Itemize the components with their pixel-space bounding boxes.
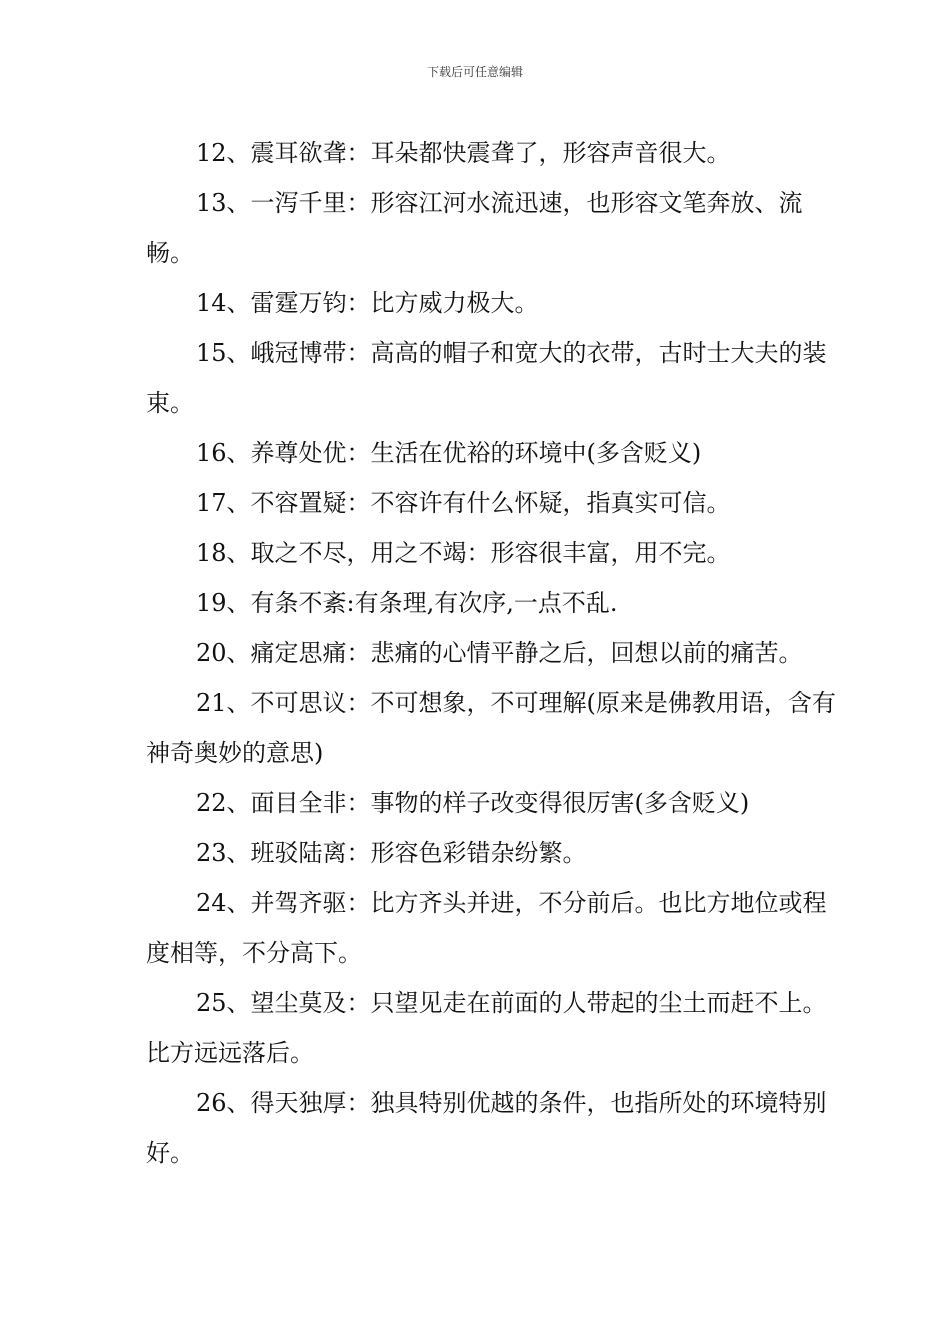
- idiom-entry: 23、班驳陆离：形容色彩错杂纷繁。: [196, 839, 587, 867]
- idiom-entry: 13、一泻千里：形容江河水流迅速，也形容文笔奔放、流畅。: [146, 189, 803, 267]
- idiom-entry: 16、养尊处优：生活在优裕的环境中(多含贬义): [196, 439, 702, 467]
- idiom-entry: 12、震耳欲聋：耳朵都快震聋了，形容声音很大。: [196, 139, 731, 167]
- idiom-entry: 24、并驾齐驱：比方齐头并进，不分前后。也比方地位或程度相等，不分高下。: [146, 889, 827, 967]
- idiom-entry: 22、面目全非：事物的样子改变得很厉害(多含贬义): [196, 789, 750, 817]
- document-body: [146, 128, 836, 1178]
- idiom-entry: 17、不容置疑：不容许有什么怀疑，指真实可信。: [196, 489, 731, 517]
- idiom-entry: 14、雷霆万钧：比方威力极大。: [196, 289, 539, 317]
- idiom-entry: 18、取之不尽，用之不竭：形容很丰富，用不完。: [196, 539, 731, 567]
- page-header: 下载后可任意编辑: [426, 65, 523, 79]
- idiom-entry: 21、不可思议：不可想象，不可理解(原来是佛教用语，含有神奇奥妙的意思): [146, 689, 836, 767]
- idiom-entry: 26、得天独厚：独具特别优越的条件，也指所处的环境特别好。: [146, 1089, 827, 1167]
- idiom-entry: 20、痛定思痛：悲痛的心情平静之后，回想以前的痛苦。: [196, 639, 803, 667]
- idiom-entry: 15、峨冠博带：高高的帽子和宽大的衣带，古时士大夫的装束。: [146, 339, 827, 417]
- idiom-entry: 19、有条不紊:有条理,有次序,一点不乱.: [196, 589, 618, 617]
- idiom-entry: 25、望尘莫及：只望见走在前面的人带起的尘土而赶不上。比方远远落后。: [146, 989, 827, 1067]
